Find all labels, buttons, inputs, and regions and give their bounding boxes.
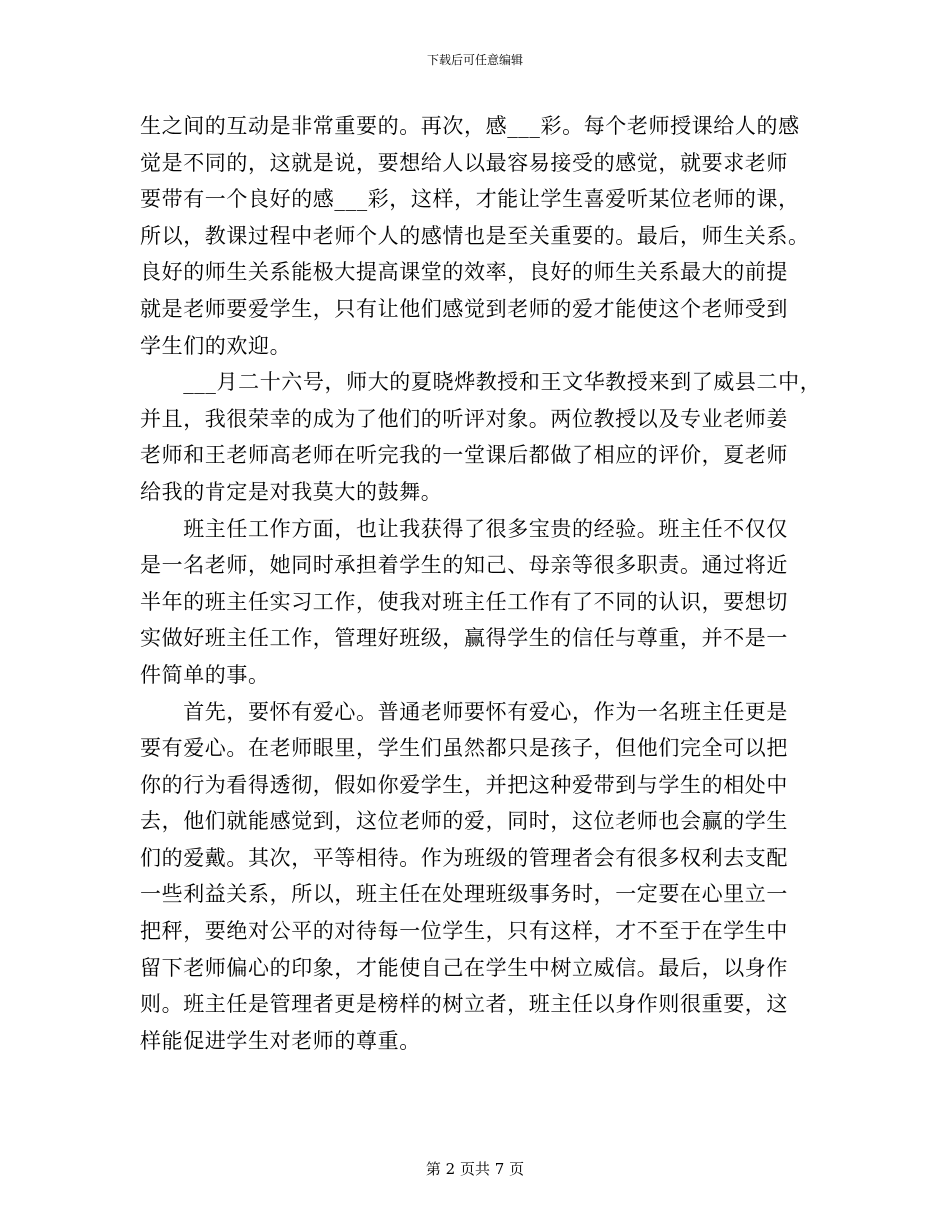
text-line: 们的爱戴。其次，平等相待。作为班级的管理者会有很多权利去支配 <box>140 845 788 870</box>
text-line: 实做好班主任工作，管理好班级，赢得学生的信任与尊重，并不是一 <box>140 626 788 651</box>
text-line: 是一名老师，她同时承担着学生的知己、母亲等很多职责。通过将近 <box>140 553 788 578</box>
page-header: 下载后可任意编辑 <box>426 53 523 67</box>
document-body <box>140 108 820 1059</box>
text-line: 老师和王老师高老师在听完我的一堂课后都做了相应的评价，夏老师 <box>140 443 788 468</box>
text-line: ___月二十六号，师大的夏晓烨教授和王文华教授来到了威县二中， <box>140 370 822 395</box>
text-line: 留下老师偏心的印象，才能使自己在学生中树立威信。最后，以身作 <box>140 955 788 980</box>
text-line: 要有爱心。在老师眼里，学生们虽然都只是孩子，但他们完全可以把 <box>140 736 788 761</box>
text-line: 觉是不同的，这就是说，要想给人以最容易接受的感觉，就要求老师 <box>140 150 788 175</box>
text-line: 给我的肯定是对我莫大的鼓舞。 <box>140 479 443 504</box>
text-line: 去，他们就能感觉到，这位老师的爱，同时，这位老师也会赢的学生 <box>140 809 788 834</box>
text-line: 并且，我很荣幸的成为了他们的听评对象。两位教授以及专业老师姜 <box>140 406 788 431</box>
text-line: 班主任工作方面，也让我获得了很多宝贵的经验。班主任不仅仅 <box>140 516 788 541</box>
text-line: 样能促进学生对老师的尊重。 <box>140 1028 421 1053</box>
text-line: 良好的师生关系能极大提高课堂的效率，良好的师生关系最大的前提 <box>140 260 788 285</box>
text-line: 学生们的欢迎。 <box>140 333 292 358</box>
text-line: 首先，要怀有爱心。普通老师要怀有爱心，作为一名班主任更是 <box>140 699 788 724</box>
text-line: 一些利益关系，所以，班主任在处理班级事务时，一定要在心里立一 <box>140 882 788 907</box>
text-line: 半年的班主任实习工作，使我对班主任工作有了不同的认识，要想切 <box>140 589 788 614</box>
text-line: 件简单的事。 <box>140 662 270 687</box>
text-line: 你的行为看得透彻，假如你爱学生，并把这种爱带到与学生的相处中 <box>140 772 788 797</box>
page-number-footer: 第 2 页共 7 页 <box>425 1160 525 1178</box>
text-line: 要带有一个良好的感___彩，这样，才能让学生喜爱听某位老师的课， <box>140 187 800 212</box>
text-line: 所以，教课过程中老师个人的感情也是至关重要的。最后，师生关系。 <box>140 223 810 248</box>
text-line: 生之间的互动是非常重要的。再次，感___彩。每个老师授课给人的感 <box>140 114 800 138</box>
text-line: 把秤，要绝对公平的对待每一位学生，只有这样，才不至于在学生中 <box>140 919 788 944</box>
text-line: 就是老师要爱学生，只有让他们感觉到老师的爱才能使这个老师受到 <box>140 296 788 321</box>
paragraph-3 <box>140 511 820 694</box>
paragraph-2 <box>140 364 820 510</box>
paragraph-4 <box>140 694 820 1060</box>
paragraph-1 <box>140 108 820 364</box>
text-line: 则。班主任是管理者更是榜样的树立者，班主任以身作则很重要，这 <box>140 992 788 1017</box>
